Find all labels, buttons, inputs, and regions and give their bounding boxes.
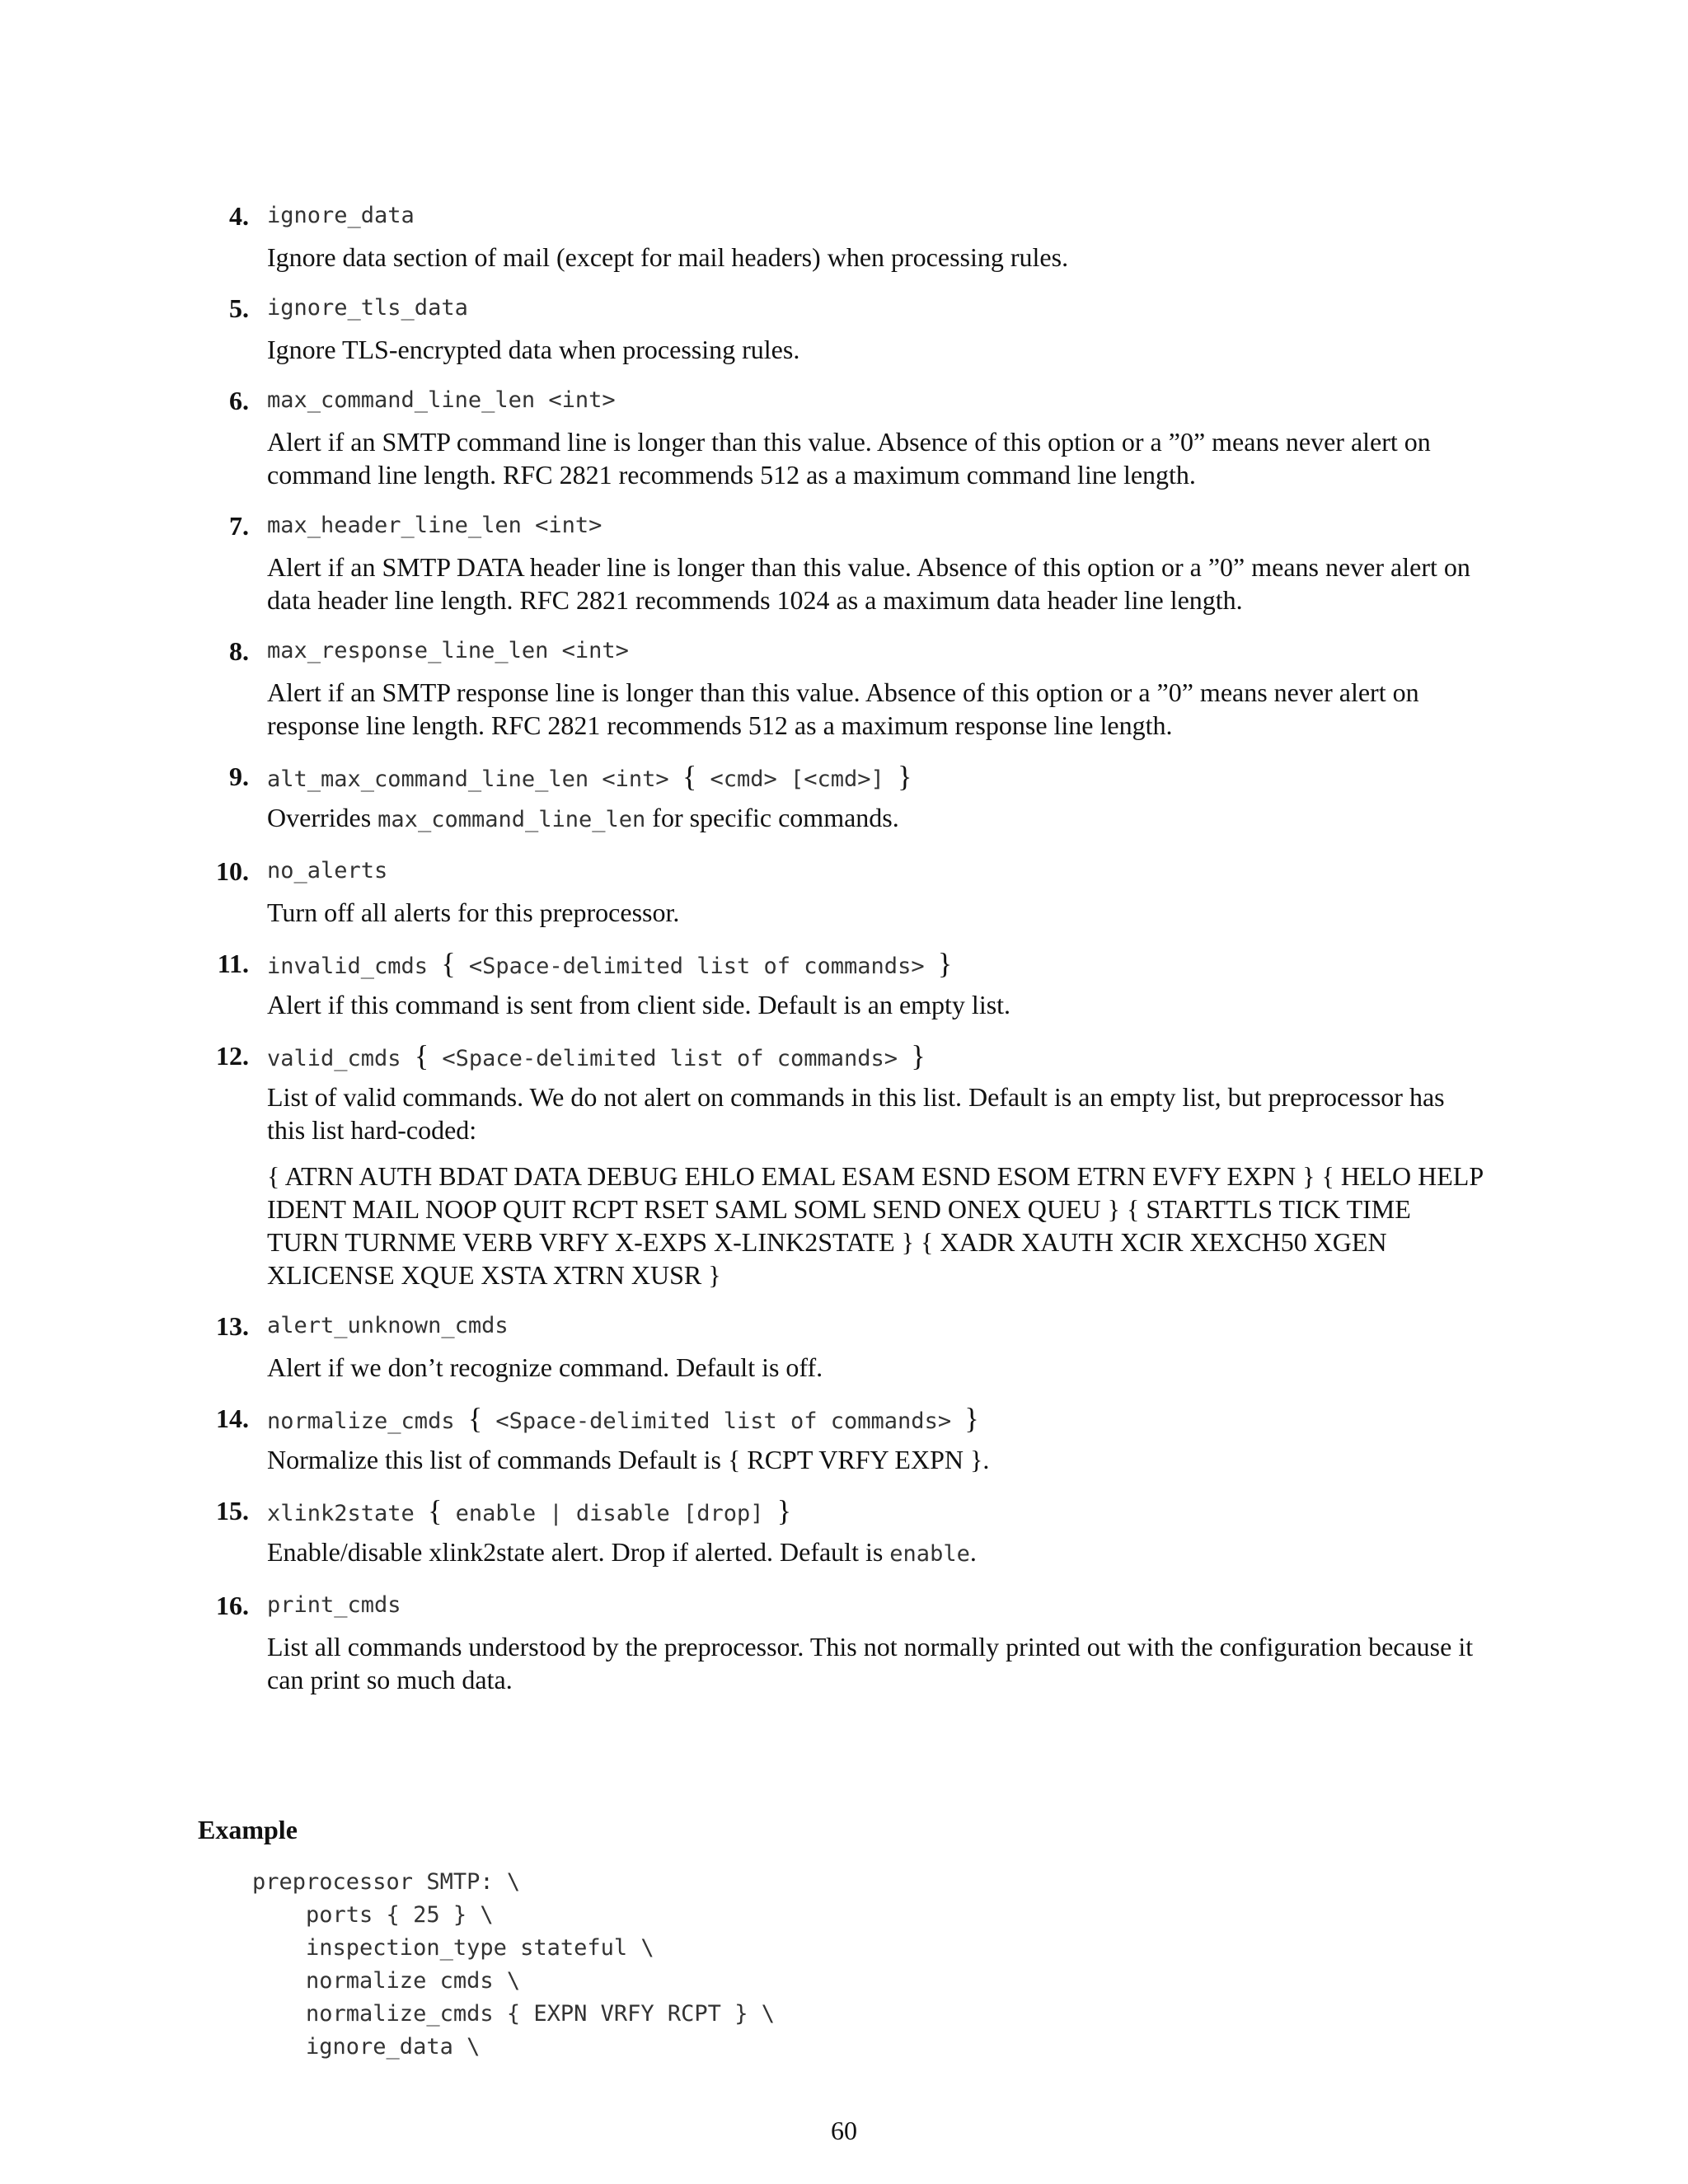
- option-item-max-header-line-len: [198, 508, 1488, 616]
- option-code: max_response_line_len <int>: [267, 638, 629, 663]
- option-description: Turn off all alerts for this preprocessor.: [267, 898, 680, 927]
- description-text: Enable/disable xlink2state alert. Drop if alerted. Default is: [267, 1537, 884, 1567]
- example-code-block: [252, 1866, 775, 2064]
- option-number: 6.: [229, 386, 249, 415]
- brace-open: {: [441, 947, 456, 980]
- example-heading: Example: [198, 1815, 298, 1844]
- option-number: 12.: [216, 1041, 249, 1071]
- option-code-args: <Space-delimited list of commands>: [442, 1046, 898, 1071]
- brace-close: }: [776, 1494, 792, 1527]
- option-code: max_header_line_len <int>: [267, 513, 603, 538]
- option-description: Normalize this list of commands Default is { RCPT VRFY EXPN }.: [267, 1445, 990, 1474]
- option-code-args: <Space-delimited list of commands>: [468, 954, 925, 979]
- option-item-ignore-data: [198, 198, 1488, 274]
- option-code: alt_max_command_line_len <int>: [267, 766, 669, 792]
- option-number: 5.: [229, 293, 249, 323]
- option-item-max-command-line-len: [198, 382, 1488, 491]
- option-code-line: [267, 945, 1488, 982]
- brace-close: }: [964, 1402, 979, 1435]
- option-code: no_alerts: [267, 858, 388, 883]
- option-number: 14.: [216, 1404, 249, 1433]
- code-line: ports { 25 } \: [252, 1902, 494, 1928]
- option-description: Alert if an SMTP command line is longer than this value. Absence of this option or a ”0” means never alert on command line length. RFC 2821 recommends 512 as a maximum command line length.: [267, 427, 1431, 490]
- option-number: 8.: [229, 636, 249, 666]
- brace-close: }: [937, 947, 953, 980]
- option-description: List all commands understood by the preprocessor. This not normally printed out with the configuration because it can print so much data.: [267, 1632, 1474, 1694]
- code-line: normalize cmds \: [252, 1968, 521, 1994]
- option-code-line: [267, 1038, 1488, 1074]
- option-code: alert_unknown_cmds: [267, 1313, 509, 1338]
- option-item-print-cmds: [198, 1587, 1488, 1696]
- option-description: Alert if an SMTP DATA header line is longer than this value. Absence of this option or a ”0” means never alert on data header line length. RFC 2821 recommends 1024 as a maximum data header line length.: [267, 552, 1470, 615]
- option-code-args: <cmd> [<cmd>]: [710, 766, 884, 792]
- option-item-max-response-line-len: [198, 633, 1488, 742]
- code-line: normalize_cmds { EXPN VRFY RCPT } \: [252, 2001, 775, 2027]
- option-code: invalid_cmds: [267, 954, 429, 979]
- option-number: 11.: [217, 949, 249, 978]
- option-item-invalid-cmds: [198, 945, 1488, 1021]
- option-number: 16.: [216, 1591, 249, 1620]
- option-number: 9.: [229, 762, 249, 791]
- brace-close: }: [911, 1039, 926, 1072]
- option-number: 10.: [216, 856, 249, 886]
- option-code: ignore_data: [267, 203, 415, 228]
- option-code: valid_cmds: [267, 1046, 401, 1071]
- code-line: ignore_data \: [252, 2034, 481, 2060]
- option-item-xlink2state: [198, 1493, 1488, 1571]
- option-code-args: enable | disable [drop]: [455, 1501, 764, 1526]
- option-number: 15.: [216, 1496, 249, 1526]
- option-description: [267, 801, 1488, 837]
- description-text: .: [969, 1537, 977, 1567]
- option-description: Alert if we don’t recognize command. Default is off.: [267, 1352, 823, 1382]
- option-item-alert-unknown-cmds: [198, 1308, 1488, 1384]
- brace-open: {: [414, 1039, 429, 1072]
- hard-coded-command-list: { ATRN AUTH BDAT DATA DEBUG EHLO EMAL ESAM ESND ESOM ETRN EVFY EXPN } { HELO HELP IDENT MAIL NOOP QUIT RCPT RSET SAML SOML SEND ONEX QUEU } { STARTTLS TICK TIME TURN TURNME VERB VRFY X-EXPS X-LINK2STATE } { XADR XAUTH XCIR XEXCH50 XGEN XLICENSE XQUE XSTA XTRN XUSR }: [267, 1161, 1483, 1290]
- option-code: normalize_cmds: [267, 1408, 455, 1434]
- description-text: for specific commands.: [652, 803, 899, 832]
- option-code: print_cmds: [267, 1592, 401, 1618]
- option-code-args: <Space-delimited list of commands>: [495, 1408, 952, 1434]
- option-description: Alert if this command is sent from client side. Default is an empty list.: [267, 990, 1011, 1019]
- option-item-valid-cmds: [198, 1038, 1488, 1291]
- option-item-alt-max-command-line-len: [198, 758, 1488, 837]
- option-description: Ignore data section of mail (except for mail headers) when processing rules.: [267, 242, 1069, 272]
- option-description: Ignore TLS-encrypted data when processing rules.: [267, 335, 800, 364]
- code-line: preprocessor SMTP: \: [252, 1869, 521, 1895]
- brace-open: {: [467, 1402, 483, 1435]
- option-code: max_command_line_len <int>: [267, 387, 616, 413]
- inline-code: enable: [889, 1541, 970, 1567]
- option-code-line: [267, 1400, 1488, 1436]
- option-number: 13.: [216, 1311, 249, 1341]
- code-line: inspection_type stateful \: [252, 1935, 654, 1961]
- option-code-line: [267, 1493, 1488, 1529]
- brace-close: }: [898, 760, 912, 793]
- option-code-line: [267, 758, 1488, 794]
- brace-open: {: [682, 760, 697, 793]
- option-description: [267, 1535, 1488, 1571]
- brace-open: {: [428, 1494, 443, 1527]
- option-list: [198, 198, 1488, 1713]
- option-number: 4.: [229, 201, 249, 231]
- option-description: Alert if an SMTP response line is longer than this value. Absence of this option or a ”0” means never alert on response line length. RFC 2821 recommends 512 as a maximum response line length.: [267, 677, 1419, 740]
- option-number: 7.: [229, 511, 249, 541]
- option-code: ignore_tls_data: [267, 295, 468, 321]
- description-text: Overrides: [267, 803, 372, 832]
- option-item-normalize-cmds: [198, 1400, 1488, 1476]
- page-number: 60: [831, 2116, 857, 2145]
- option-description: List of valid commands. We do not alert on commands in this list. Default is an empty list, but preprocessor has this list hard-coded:: [267, 1082, 1445, 1145]
- inline-code: max_command_line_len: [377, 807, 646, 832]
- option-item-ignore-tls-data: [198, 290, 1488, 366]
- option-item-no-alerts: [198, 853, 1488, 929]
- option-code: xlink2state: [267, 1501, 415, 1526]
